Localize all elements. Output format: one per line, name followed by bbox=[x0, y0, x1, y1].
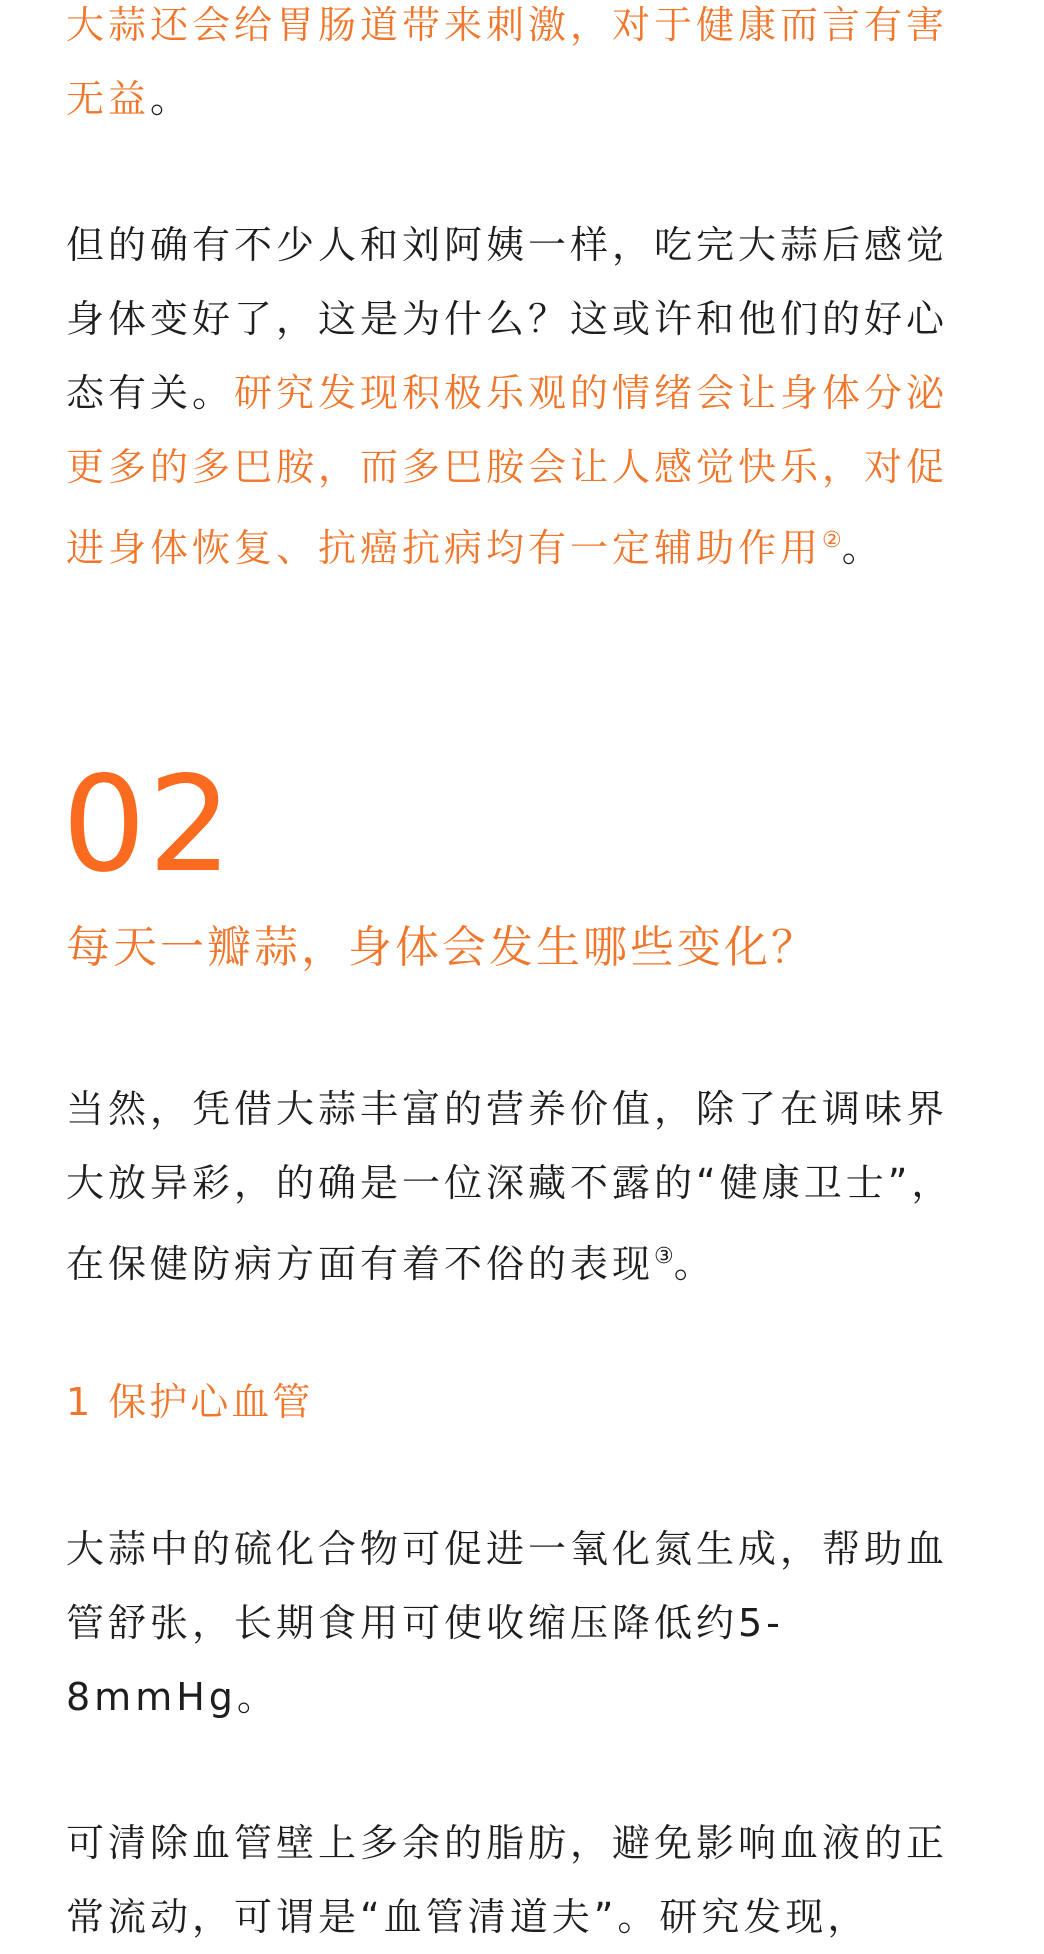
subheading-protect-heart: 1 保护心血管 bbox=[66, 1380, 314, 1424]
paragraph-end: 。 bbox=[673, 1242, 716, 1286]
paragraph-end: 。 bbox=[150, 77, 193, 121]
paragraph-stomach-irritation bbox=[66, 0, 986, 136]
paragraph-vessel-cleaner bbox=[66, 1806, 986, 1954]
section-title: 每天一瓣蒜，身体会发生哪些变化？ bbox=[66, 922, 818, 973]
paragraph-end: 。 bbox=[841, 526, 884, 570]
paragraph-text: 但的确有不少人和刘阿姨一样，吃完大蒜后感觉身体变好了，这是为什么？这或许和他们的好心态有关。 bbox=[66, 223, 949, 415]
paragraph-positive-mood bbox=[66, 208, 986, 585]
paragraph-text: 大蒜中的硫化合物可促进一氧化氮生成，帮助血管舒张，长期食用可使收缩压降低约5-8mmHg。 bbox=[66, 1527, 949, 1719]
reference-mark[interactable]: ③ bbox=[654, 1244, 674, 1269]
highlight-text: 大蒜还会给胃肠道带来刺激，对于健康而言有害无益 bbox=[66, 3, 949, 121]
highlight-text: 研究发现积极乐观的情绪会让身体分泌更多的多巴胺，而多巴胺会让人感觉快乐，对促进身体恢复、抗癌抗病均有一定辅助作用 bbox=[66, 371, 949, 570]
paragraph-health-guard bbox=[66, 1072, 986, 1301]
paragraph-text: 可清除血管壁上多余的脂肪，避免影响血液的正常流动，可谓是“血管清道夫”。研究发现， bbox=[66, 1821, 949, 1939]
paragraph-text: 当然，凭借大蒜丰富的营养价值，除了在调味界大放异彩，的确是一位深藏不露的“健康卫士”，在保健防病方面有着不俗的表现 bbox=[66, 1087, 954, 1286]
section-number: 02 bbox=[62, 748, 234, 902]
reference-mark[interactable]: ② bbox=[822, 528, 842, 553]
paragraph-sulfur-compounds bbox=[66, 1512, 986, 1734]
